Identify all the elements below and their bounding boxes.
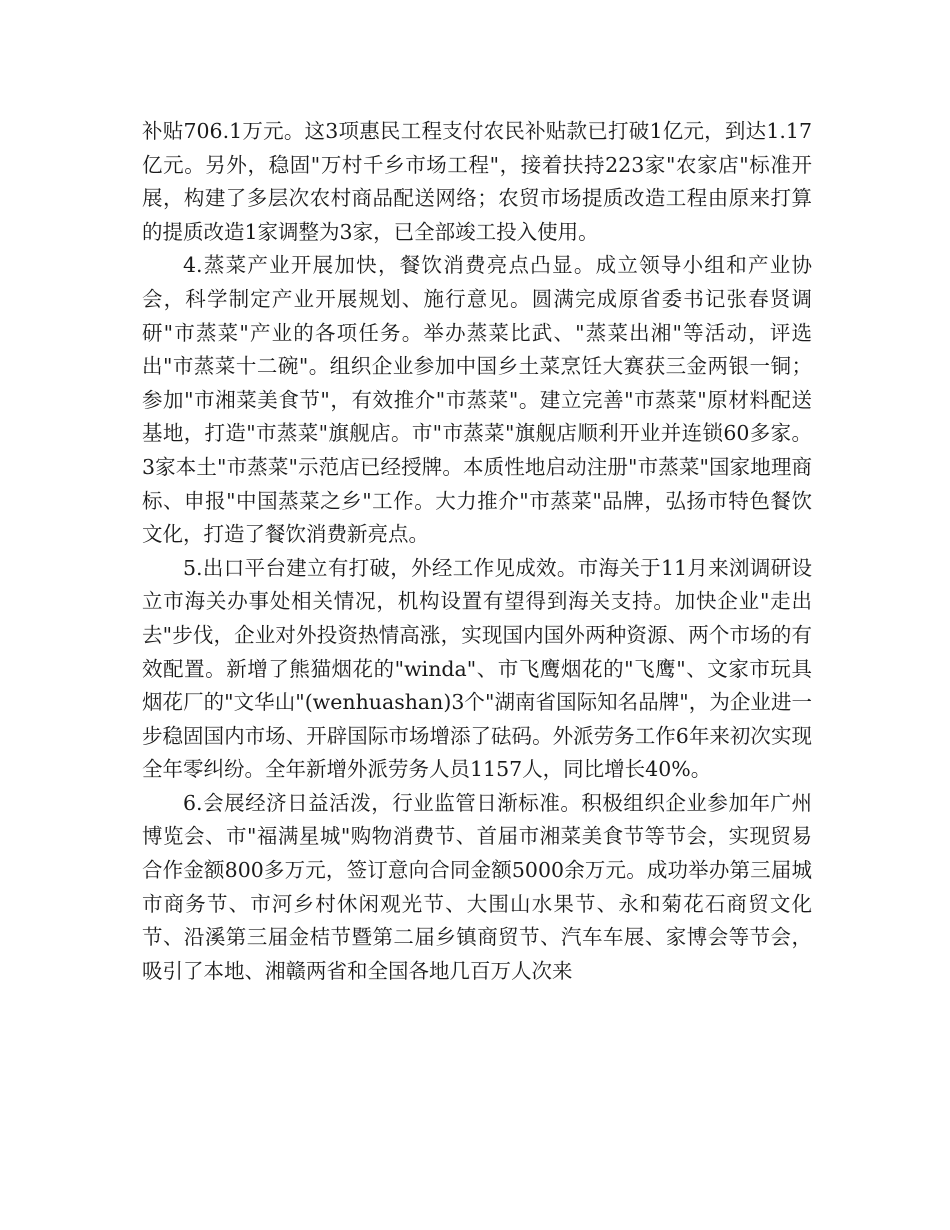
paragraph-export-platform: 5.出口平台建立有打破，外经工作见成效。市海关于11月来浏调研设立市海关办事处相关情况，机构设置有望得到海关支持。加快企业"走出去"步伐，企业对外投资热情高涨，实现国内国外两种资源、两个市场的有效配置。新增了熊猫烟花的"winda"、市飞鹰烟花的"飞鹰"、文家市玩具烟花厂的"文华山"(wenhuashan)3个"湖南省国际知名品牌"，为企业进一步稳固国内市场、开辟国际市场增添了砝码。外派劳务工作6年来初次实现全年零纠纷。全年新增外派劳务人员1157人，同比增长40%。 (142, 555, 812, 782)
paragraph-exhibition-economy: 6.会展经济日益活泼，行业监管日渐标准。积极组织企业参加年广州博览会、市"福满星城"购物消费节、首届市湘菜美食节等节会，实现贸易合作金额800多万元，签订意向合同金额5000余万元。成功举办第三届城市商务节、市河乡村休闲观光节、大围山水果节、永和菊花石商贸文化节、沿溪第三届金桔节暨第二届乡镇商贸节、汽车车展、家博会等节会，吸引了本地、湘赣两省和全国各地几百万人次来 (142, 790, 812, 983)
document-page (142, 115, 812, 988)
paragraph-subsidy-summary: 补贴706.1万元。这3项惠民工程支付农民补贴款已打破1亿元，到达1.17亿元。另外，稳固"万村千乡市场工程"，接着扶持223家"农家店"标准开展，构建了多层次农村商品配送网络；农贸市场提质改造工程由原来打算的提质改造1家调整为3家，已全部竣工投入使用。 (142, 119, 812, 244)
paragraph-steamed-dish-industry: 4.蒸菜产业开展加快，餐饮消费亮点凸显。成立领导小组和产业协会，科学制定产业开展规划、施行意见。圆满完成原省委书记张春贤调研"市蒸菜"产业的各项任务。举办蒸菜比武、"蒸菜出湘"等活动，评选出"市蒸菜十二碗"。组织企业参加中国乡土菜烹饪大赛获三金两银一铜；参加"市湘菜美食节"，有效推介"市蒸菜"。建立完善"市蒸菜"原材料配送基地，打造"市蒸菜"旗舰店。市"市蒸菜"旗舰店顺利开业并连锁60多家。3家本土"市蒸菜"示范店已经授牌。本质性地启动注册"市蒸菜"国家地理商标、申报"中国蒸菜之乡"工作。大力推介"市蒸菜"品牌，弘扬市特色餐饮文化，打造了餐饮消费新亮点。 (142, 253, 812, 547)
